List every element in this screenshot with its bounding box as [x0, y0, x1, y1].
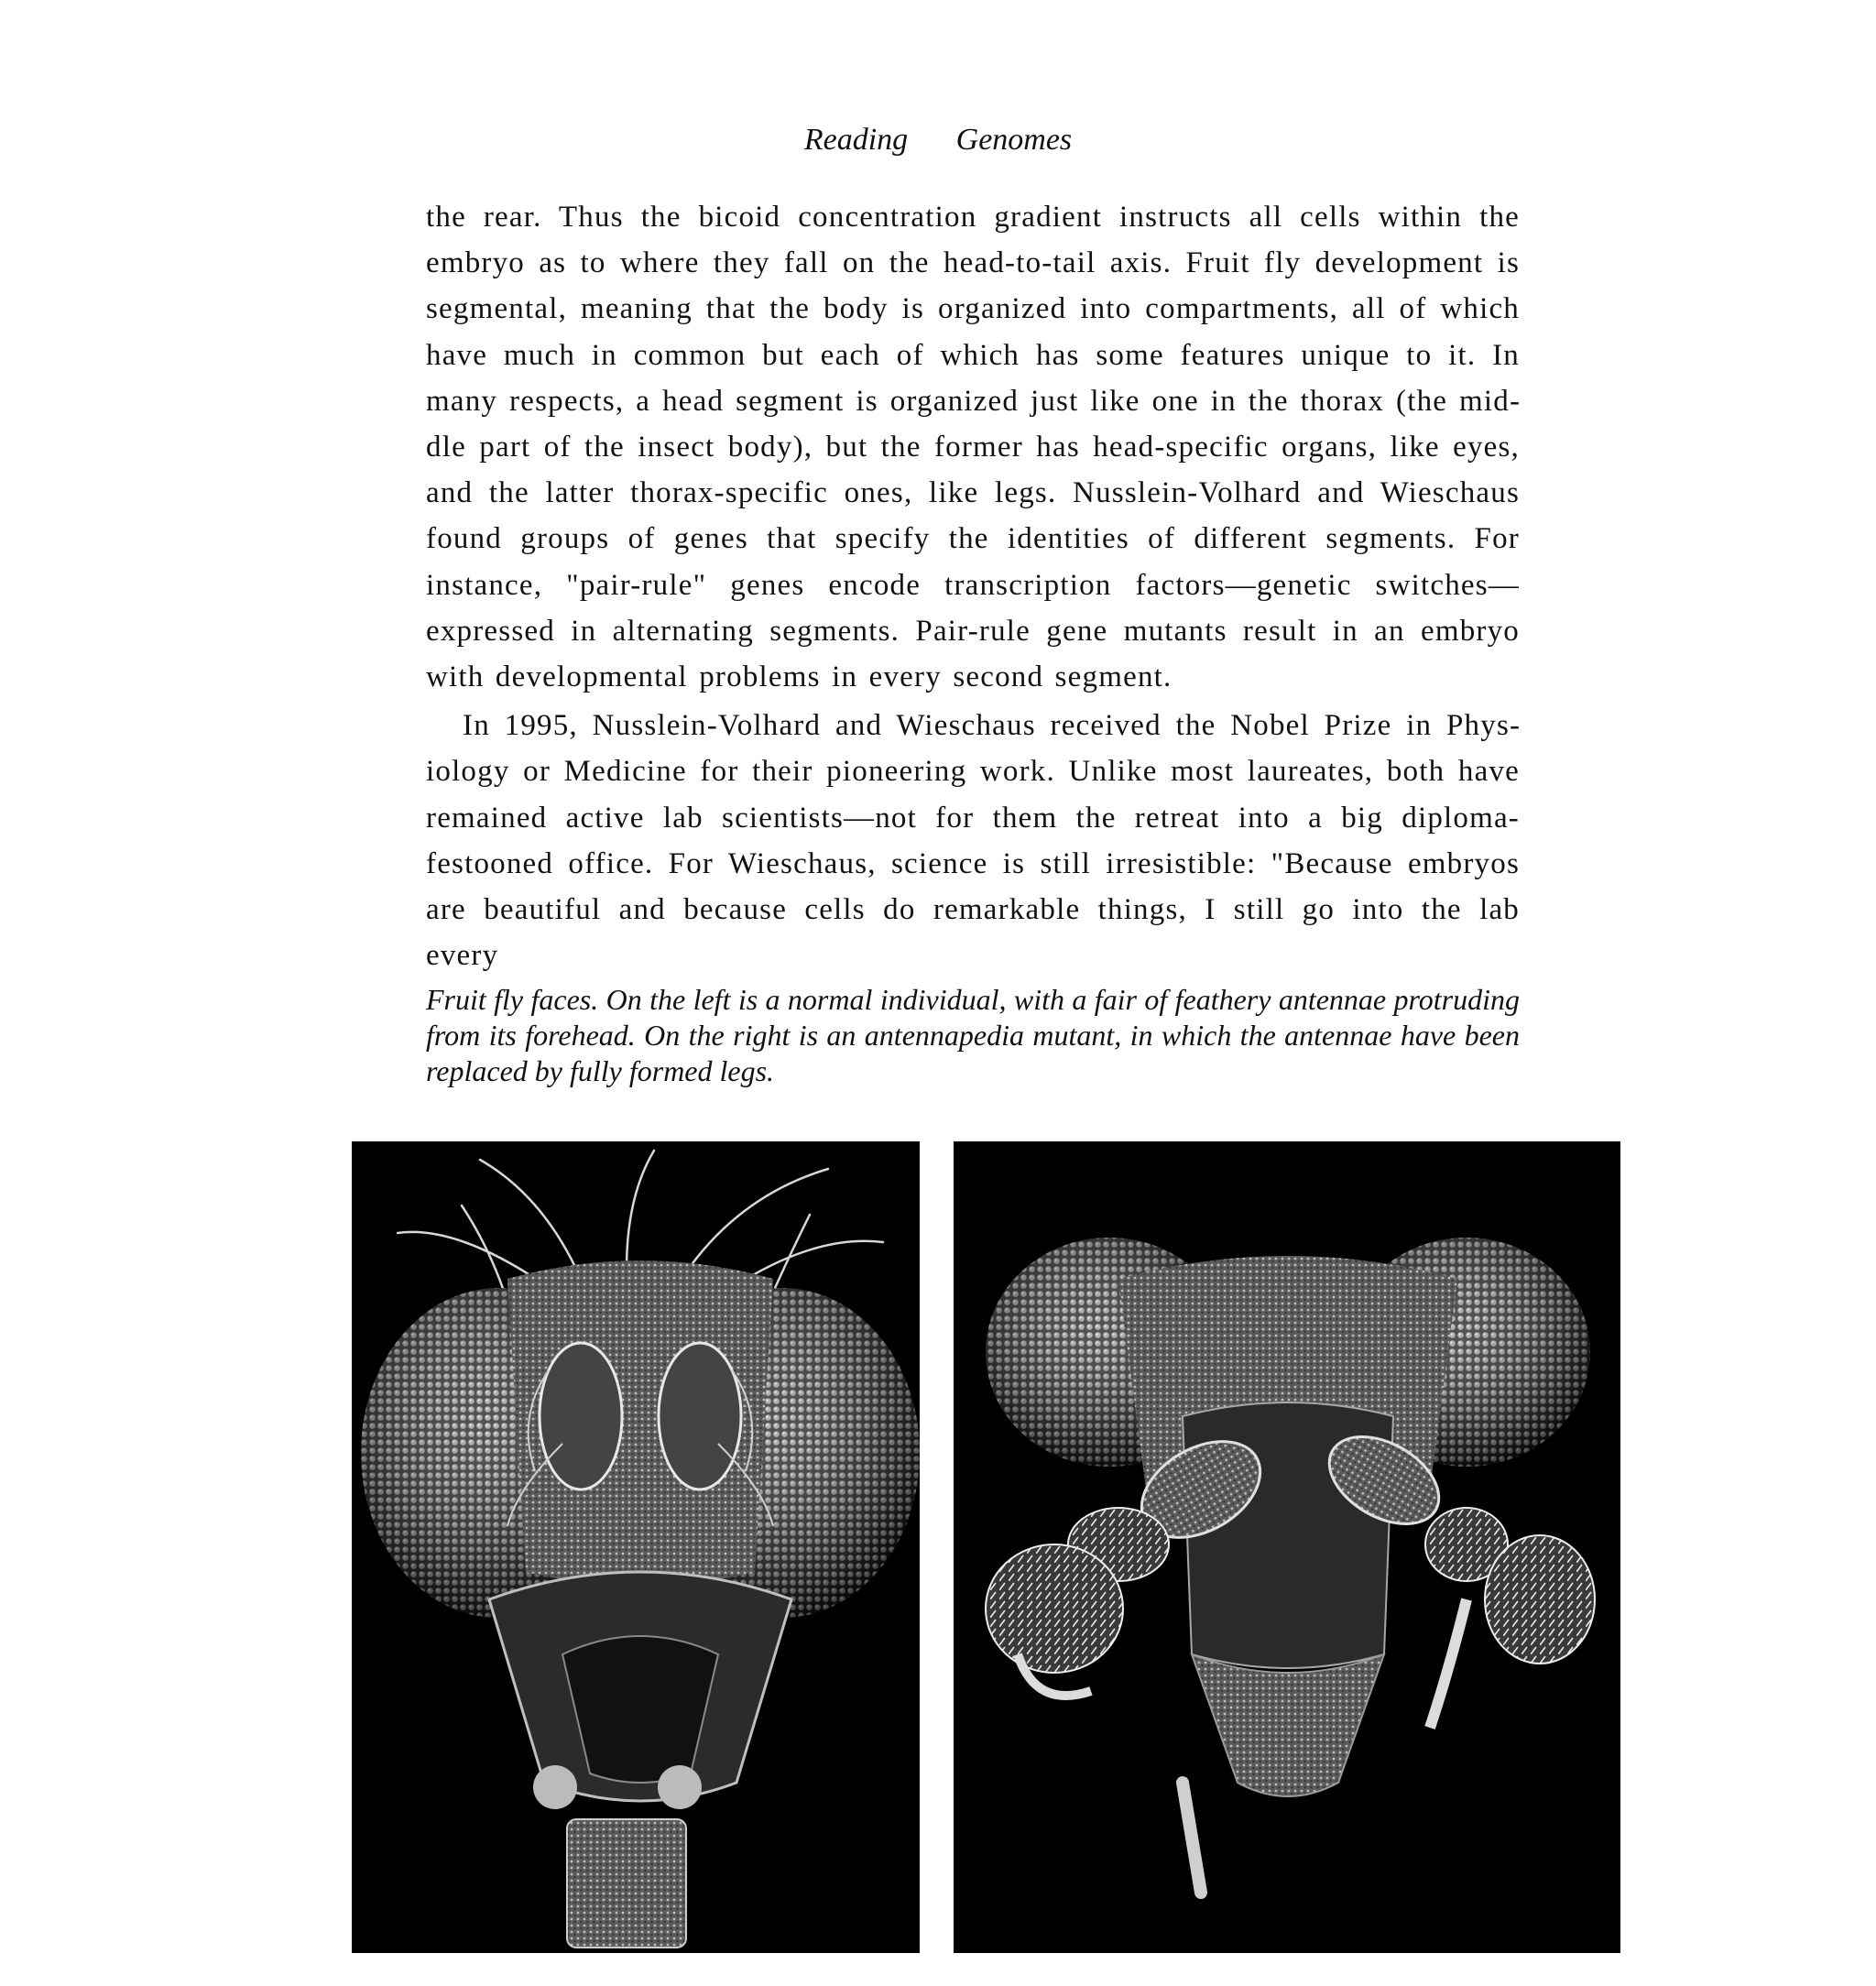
figure-caption: Fruit fly faces. On the left is a normal individual, with a fair of feathery antennae protruding from its forehead. On the right is an antennapedia mutant, in which the antennae have been replaced by fully formed legs. — [426, 983, 1520, 1087]
fly-head-antennapedia-mutant-icon — [954, 1141, 1620, 1953]
fly-head-normal-icon — [352, 1141, 920, 1953]
paragraph-2: In 1995, Nusslein-Volhard and Wieschaus received the Nobel Prize in Physiology or Medicine for their pioneering work. Unlike most laureates, both have remained active lab scientists—not for them the retreat into a big diploma-festooned office. For Wieschaus, science is still irresistible: "Because embryos are beautiful and because cells do remarkable things, I still go into the lab every — [426, 709, 1520, 973]
paragraph-1: the rear. Thus the bicoid concentration gradient instructs all cells within the embryo as to where they fall on the head-to-tail axis. Fruit fly development is segmental, meaning that the body is organized into compartments, all of which have much in common but each of which has some features unique to it. In many respects, a head segment is organized just like one in the thorax (the middle part of the insect body), but the former has head-specific organs, like eyes, and the latter thorax-specific ones, like legs. Nusslein-Volhard and Wieschaus found groups of genes that specify the identities of different segments. For instance, "pair-rule" genes encode transcription factors—genetic switches— expressed in alternating segments. Pair-rule gene mutants result in an embryo with developmental problems in every second segment. — [426, 201, 1520, 694]
running-head-left: Reading — [803, 123, 909, 157]
normal-fly-head-photo — [352, 1141, 920, 1953]
body-text — [426, 194, 1520, 978]
running-head-right: Genomes — [955, 123, 1073, 157]
antennapedia-mutant-photo — [954, 1141, 1620, 1953]
running-head — [0, 123, 1876, 158]
